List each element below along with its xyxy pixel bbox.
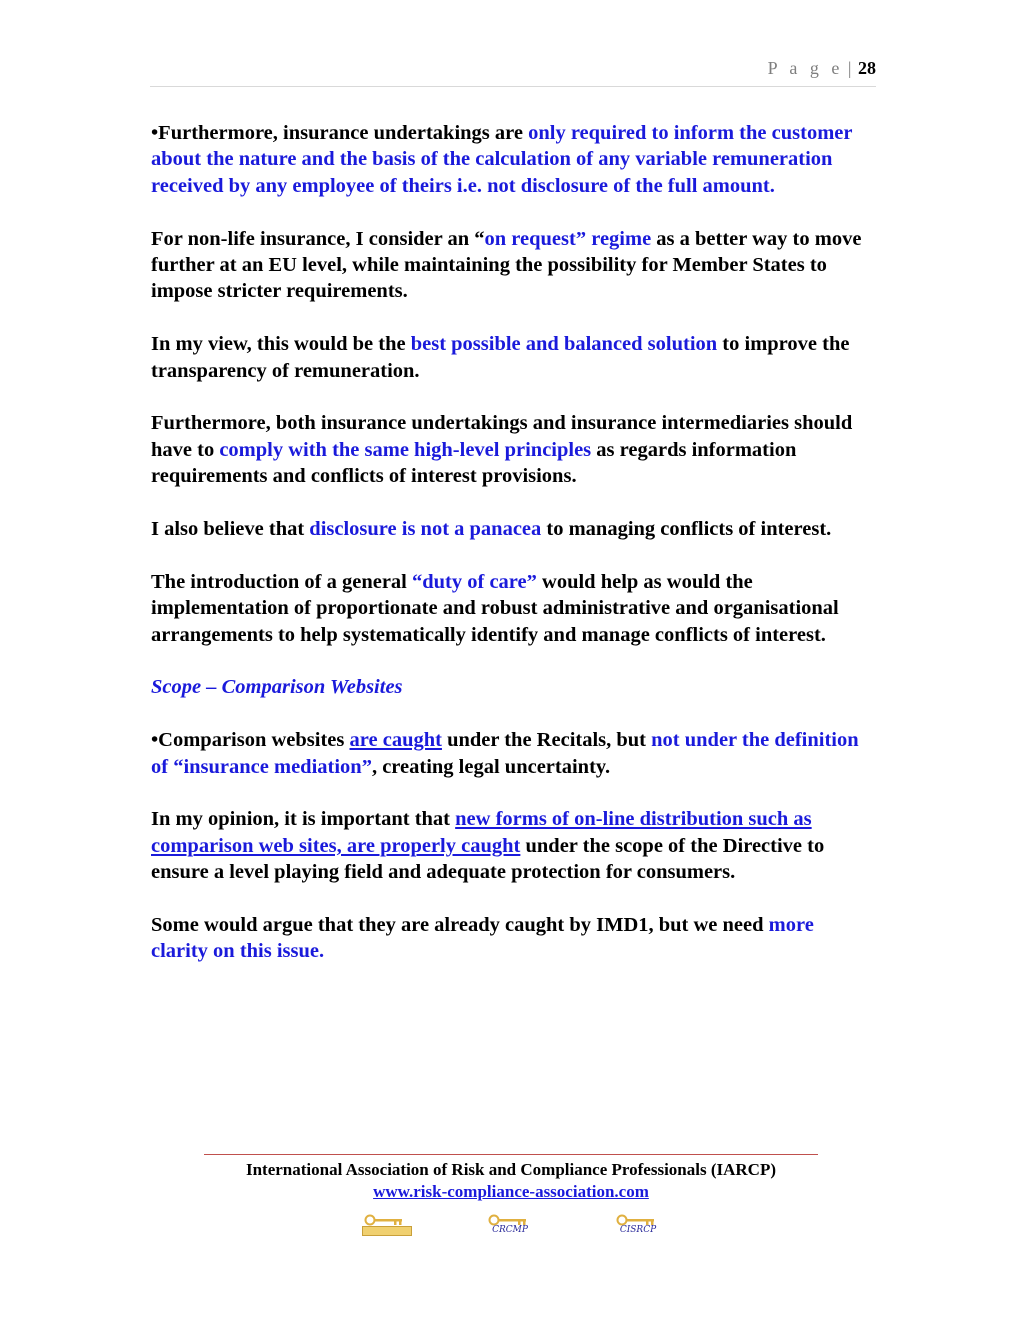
page-footer	[204, 1154, 818, 1203]
highlight-text: “duty of care”	[412, 570, 537, 593]
page-header	[150, 58, 876, 87]
paragraph-6	[151, 569, 873, 648]
text: to improve the transparency of remuneration.	[151, 333, 850, 382]
text: , creating legal uncertainty.	[371, 755, 611, 778]
text: The introduction of a general	[151, 570, 412, 593]
highlight-text: on request” regime	[484, 227, 652, 250]
text: For non-life insurance, I consider an “	[151, 227, 485, 250]
highlight-text: more clarity on this issue.	[151, 914, 814, 963]
paragraph-7	[151, 727, 873, 780]
paragraph-9	[151, 912, 873, 965]
underlined-highlight-text: new forms of on-line distribution such as comparison web sites, are properly caught	[151, 808, 812, 857]
logo-badge	[362, 1226, 412, 1236]
page-separator: |	[847, 58, 852, 78]
section-heading: Scope – Comparison Websites	[151, 676, 403, 699]
text: as regards information requirements and conflicts of interest provisions.	[151, 438, 797, 488]
text: •Comparison websites	[151, 729, 350, 752]
text: Some would argue that they are already caught by IMD1, but we need	[151, 914, 769, 937]
cisrcp-logo	[614, 1212, 662, 1238]
page-label: P a g e	[767, 58, 844, 78]
certification-logos	[0, 1212, 1024, 1242]
paragraph-3	[151, 331, 873, 384]
paragraph-1	[151, 120, 873, 199]
logo-caption: CRCMP	[492, 1225, 528, 1235]
paragraph-8	[151, 806, 873, 885]
key-icon	[364, 1214, 404, 1226]
highlight-text: disclosure is not a panacea	[309, 518, 542, 541]
highlight-text: best possible and balanced solution	[410, 333, 718, 356]
text: would help as would the implementation of proportionate and robust administrative and organisational arrangements to help systematically identify and manage conflicts of interest.	[151, 570, 839, 646]
crcmp-logo	[486, 1212, 534, 1238]
text: as a better way to move further at an EU level, while maintaining the possibility for Member States to impose stricter requirements.	[151, 227, 862, 303]
text: In my opinion, it is important that	[151, 808, 456, 831]
text: under the Recitals, but	[441, 729, 652, 752]
footer-website-link[interactable]: www.risk-compliance-association.com	[373, 1182, 649, 1201]
text: •Furthermore, insurance undertakings are	[151, 122, 529, 144]
text: I also believe that	[151, 518, 310, 541]
text: under the scope of the Directive to ensure a level playing field and adequate protection for consumers.	[151, 834, 825, 884]
highlight-text: not under the definition of “insurance mediation”	[151, 729, 859, 778]
text: Furthermore, both insurance undertakings and insurance intermediaries should have to	[151, 412, 853, 461]
text: to managing conflicts of interest.	[541, 518, 832, 541]
document-body	[151, 120, 873, 991]
paragraph-2	[151, 226, 873, 305]
paragraph-4	[151, 410, 873, 489]
footer-organization: International Association of Risk and Compliance Professionals (IARCP)	[245, 1160, 777, 1179]
highlight-text: comply with the same high-level principles	[219, 438, 592, 461]
highlight-text: only required to inform the customer about the nature and the basis of the calculation of any variable remuneration received by any employee of theirs i.e. not disclosure of the full amount.	[151, 122, 853, 197]
text: In my view, this would be the	[151, 333, 411, 356]
page-number: 28	[858, 58, 876, 78]
underlined-highlight-text: are caught	[349, 729, 442, 752]
paragraph-5	[151, 516, 873, 542]
iarcp-logo	[362, 1212, 410, 1238]
logo-caption: CISRCP	[619, 1225, 657, 1235]
